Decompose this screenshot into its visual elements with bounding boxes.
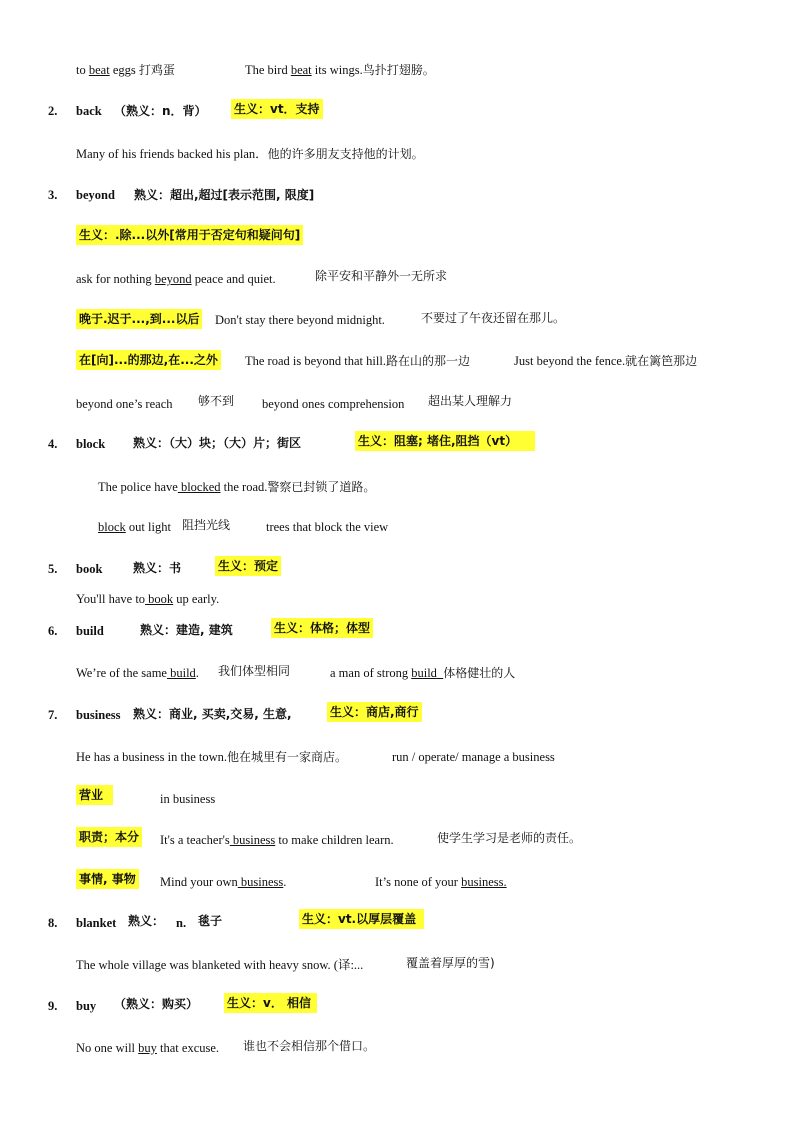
example: Don't stay there beyond midnight. [215,313,385,327]
example: You'll have to book up early. [76,592,220,606]
example: The road is beyond that hill.路在山的那一边 [245,354,470,368]
entry-number: 2. [48,104,58,118]
new-meaning: 生义：.除...以外[常用于否定句和疑问句] [76,225,303,245]
example: Mind your own business. [160,875,287,889]
entry-word: blanket [76,916,117,930]
common-meaning: 熟义：超出,超过[表示范围, 限度] [134,188,315,202]
new-meaning: 生义：阻塞; 堵住,阻挡（vt） [355,431,535,451]
entry-number: 4. [48,437,58,451]
example: The whole village was blanketed with heavy snow. (译:... [76,958,364,972]
new-meaning: 生义：vt．支持 [231,99,323,119]
entry-number: 8. [48,916,58,930]
common-meaning: 毯子 [198,914,223,928]
common-meaning: 熟义：（大）块；（大）片；街区 [133,436,302,450]
example: The police have blocked the road.警察已封锁了道路。 [98,480,376,494]
line-beat: to beat eggs 打鸡蛋 [76,63,175,77]
example-translation: 够不到 [198,394,235,408]
entry-word: back [76,104,102,118]
example-translation: 使学生学习是老师的责任。 [437,831,582,845]
example: run / operate/ manage a business [392,750,555,764]
example: ask for nothing beyond peace and quiet. [76,272,276,286]
common-meaning: 熟义：建造, 建筑 [140,623,233,637]
example: We’re of the same build. [76,666,199,680]
new-meaning: 生义：预定 [215,556,281,576]
example: He has a business in the town.他在城里有一家商店。 [76,750,348,764]
entry-number: 9. [48,999,58,1013]
example-translation: 阻挡光线 [182,518,231,532]
entry-word: build [76,624,104,638]
example: beyond one’s reach [76,397,173,411]
new-meaning: 生义：vt.以厚层覆盖 [299,909,424,929]
common-meaning: 熟义：商业, 买卖,交易, 生意, [133,707,292,721]
example: a man of strong build 体格健壮的人 [330,666,516,680]
example-translation: 我们体型相同 [218,664,291,678]
example-translation: 覆盖着厚厚的雪) [406,956,495,970]
entry-word: block [76,437,106,451]
common-meaning: （熟义：n．背） [114,104,207,118]
entry-word: book [76,562,103,576]
entry-word: business [76,708,121,722]
example: beyond ones comprehension [262,397,405,411]
entry-word: buy [76,999,97,1013]
entry-number: 7. [48,708,58,722]
new-meaning: 生义：v． 相信 [224,993,317,1013]
entry-word: beyond [76,188,115,202]
new-meaning: 生义：商店,商行 [327,702,422,722]
example-translation: 除平安和平静外一无所求 [315,269,448,283]
entry-number: 6. [48,624,58,638]
entry-number: 5. [48,562,58,576]
example: Many of his friends backed his plan．他的许多朋友支持他的计划。 [76,147,424,161]
new-meaning: 职责；本分 [76,827,142,847]
new-meaning: 在[向]...的那边,在...之外 [76,350,221,370]
common-meaning: （熟义：购买） [114,997,199,1011]
new-meaning: 事情, 事物 [76,869,139,889]
common-meaning: 熟义： [128,914,165,928]
example: trees that block the view [266,520,389,534]
example: It's a teacher's business to make children learn. [160,833,394,847]
example: block out light [98,520,171,534]
common-meaning: 熟义：书 [133,561,182,575]
line-beat-2: The bird beat its wings.鸟扑打翅膀。 [245,63,435,77]
example: Just beyond the fence.就在篱笆那边 [514,354,698,368]
example: It’s none of your business. [375,875,507,889]
example-translation: 谁也不会相信那个借口。 [243,1039,376,1053]
new-meaning: 晚于.迟于...,到...以后 [76,309,202,329]
example: No one will buy that excuse. [76,1041,220,1055]
new-meaning: 营业 [76,785,113,805]
example-translation: 不要过了午夜还留在那儿。 [421,311,566,325]
new-meaning: 生义：体格；体型 [271,618,373,638]
example: in business [160,792,216,806]
entry-number: 3. [48,188,58,202]
part-of-speech: n. [176,916,187,930]
example-translation: 超出某人理解力 [428,394,513,408]
